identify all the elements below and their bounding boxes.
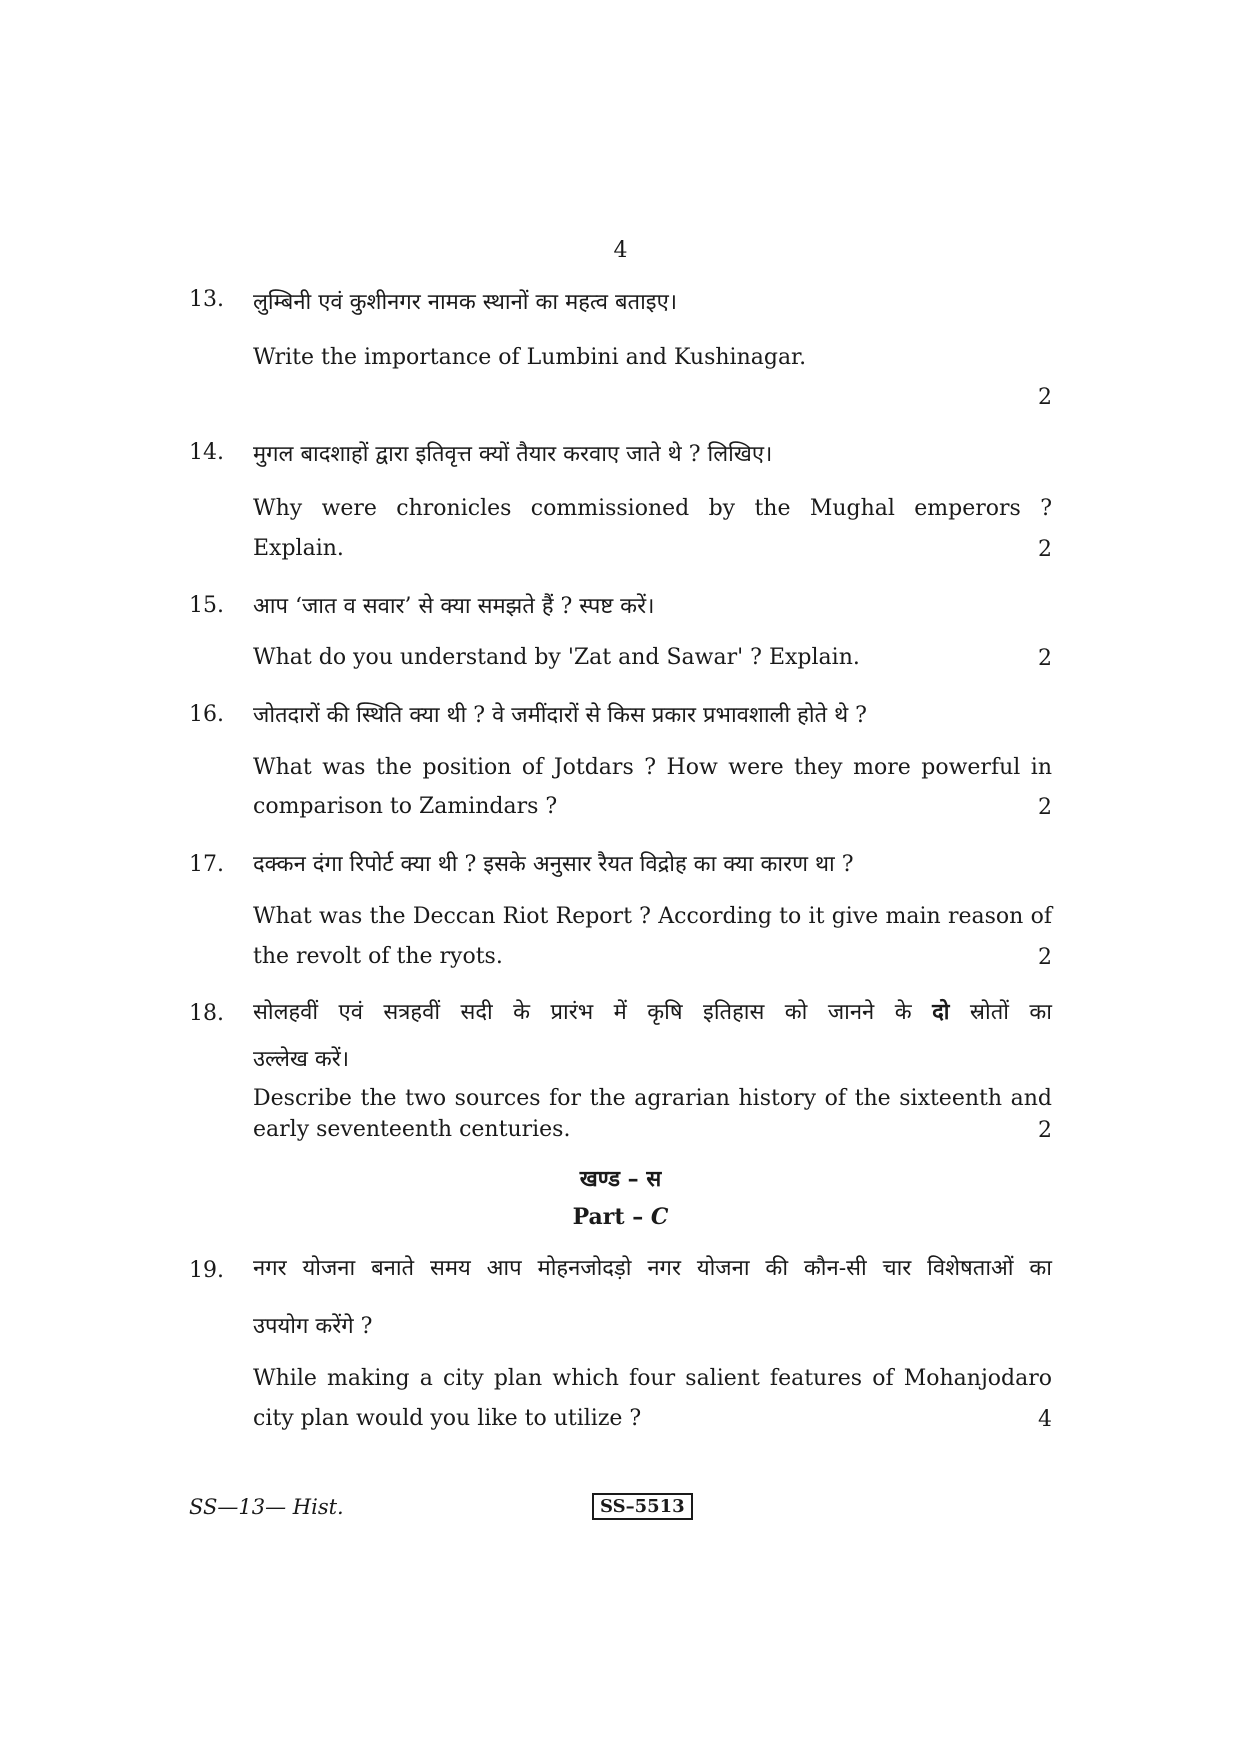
question-marks: 4 — [1038, 1407, 1052, 1432]
section-heading-hindi: खण्ड – स — [579, 1166, 662, 1192]
question-number: 17. — [189, 852, 224, 877]
question-hindi-line-1: नगर योजना बनाते समय आप मोहनजोदड़ो नगर योजना की कौन-सी चार विशेषताओं का — [253, 1256, 1052, 1281]
question-english-line-1: What was the Deccan Riot Report ? According to it give main reason of — [253, 904, 1052, 929]
question-english-line-2: the revolt of the ryots. — [253, 944, 503, 969]
question-english: Write the importance of Lumbini and Kushinagar. — [253, 345, 807, 370]
question-number: 19. — [189, 1258, 224, 1283]
question-english-line-2: Explain. — [253, 536, 344, 561]
hindi-bold-two: दो — [932, 999, 950, 1025]
section-part-letter: C — [650, 1204, 669, 1230]
page-number: 4 — [613, 238, 628, 263]
question-english-line-1: What was the position of Jotdars ? How were they more powerful in — [253, 755, 1052, 780]
question-english-line-2: comparison to Zamindars ? — [253, 794, 558, 819]
question-marks: 2 — [1038, 646, 1052, 671]
question-marks: 2 — [1038, 945, 1052, 970]
question-marks: 2 — [1038, 385, 1052, 410]
question-number: 13. — [189, 287, 224, 312]
question-hindi: जोतदारों की स्थिति क्या थी ? वे जमींदारों से किस प्रकार प्रभावशाली होते थे ? — [253, 703, 867, 728]
section-heading-english — [0, 1204, 1241, 1230]
question-marks: 2 — [1038, 537, 1052, 562]
hindi-text: स्रोतों का — [969, 1000, 1052, 1025]
question-english-line-1: Describe the two sources for the agrarian history of the sixteenth and — [253, 1086, 1052, 1111]
question-number: 15. — [189, 593, 224, 618]
section-part-label: Part – — [572, 1204, 651, 1230]
footer-subject-code: SS—13— Hist. — [189, 1495, 344, 1519]
question-hindi: दक्कन दंगा रिपोर्ट क्या थी ? इसके अनुसार रैयत विद्रोह का क्या कारण था ? — [253, 852, 854, 877]
question-english-line-1: Why were chronicles commissioned by the Mughal emperors ? — [253, 496, 1052, 521]
question-marks: 2 — [1038, 795, 1052, 820]
question-hindi: मुगल बादशाहों द्वारा इतिवृत्त क्यों तैयार करवाए जाते थे ? लिखिए। — [253, 442, 773, 467]
question-marks: 2 — [1038, 1118, 1052, 1143]
question-hindi: लुम्बिनी एवं कुशीनगर नामक स्थानों का महत्व बताइए। — [253, 290, 678, 315]
question-number: 14. — [189, 440, 224, 465]
question-number: 16. — [189, 702, 224, 727]
question-number: 18. — [189, 1001, 224, 1026]
footer-paper-code: SS–5513 — [592, 1493, 693, 1520]
hindi-text: सोलहवीं एवं सत्रहवीं सदी के प्रारंभ में कृषि इतिहास को जानने के — [253, 1000, 912, 1025]
question-hindi: आप ‘जात व सवार’ से क्या समझते हैं ? स्पष्ट करें। — [253, 594, 655, 619]
question-english: What do you understand by 'Zat and Sawar' ? Explain. — [253, 645, 860, 670]
question-english-line-1: While making a city plan which four salient features of Mohanjodaro — [253, 1366, 1052, 1391]
question-english-line-2: city plan would you like to utilize ? — [253, 1406, 642, 1431]
question-hindi-line-2: उल्लेख करें। — [253, 1047, 350, 1072]
question-english-line-2: early seventeenth centuries. — [253, 1117, 571, 1142]
question-hindi-line-2: उपयोग करेंगे ? — [253, 1314, 373, 1339]
question-hindi-line-1 — [253, 992, 1052, 1033]
